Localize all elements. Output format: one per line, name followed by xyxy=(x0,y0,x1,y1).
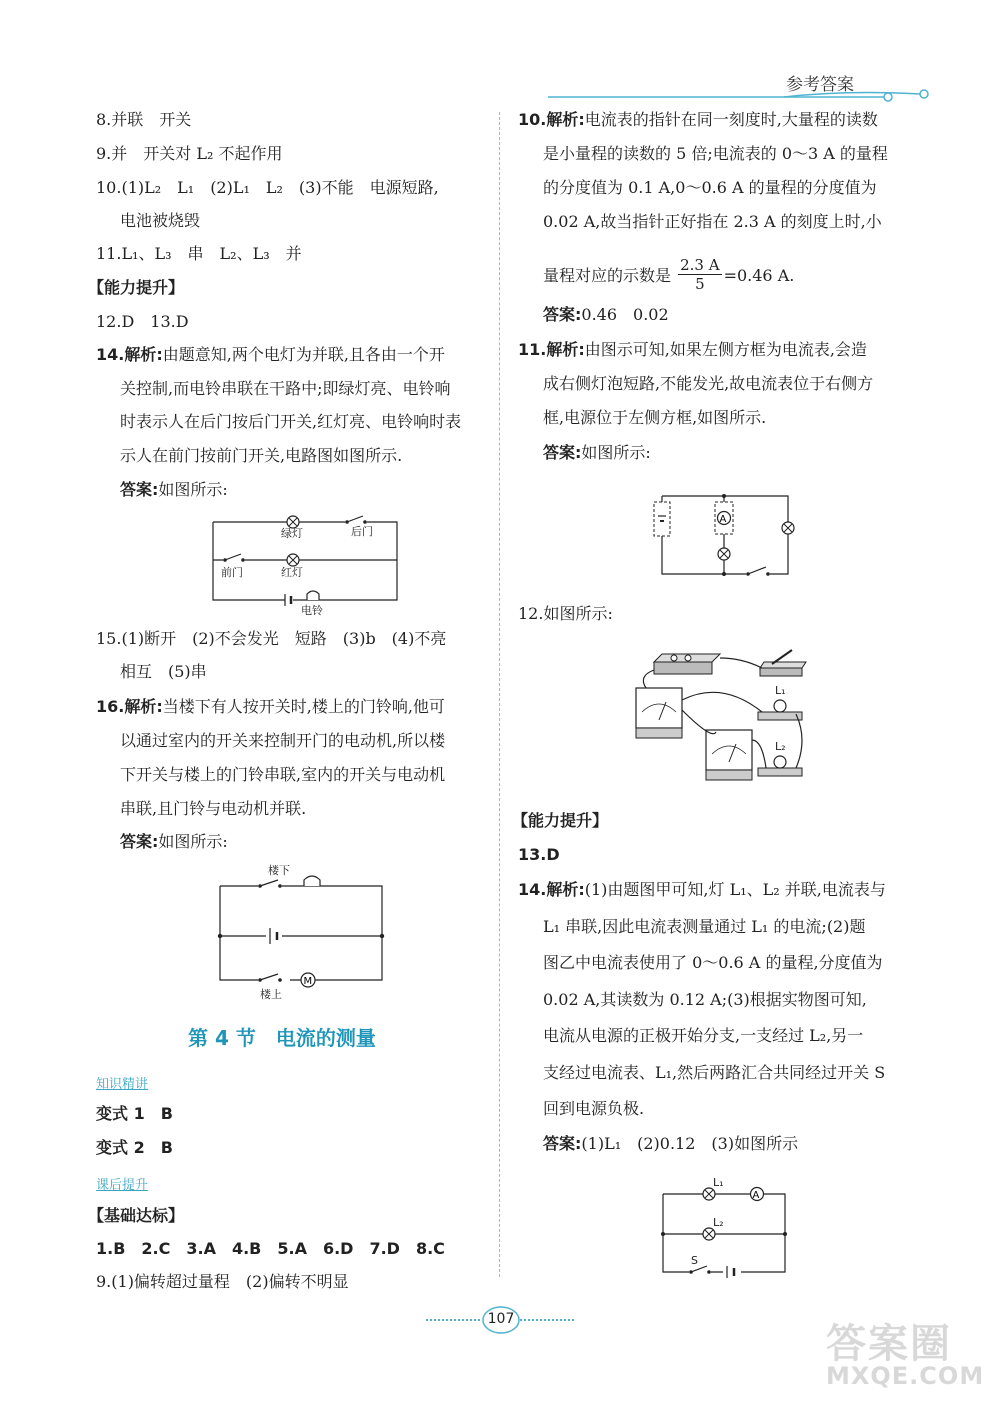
downstairs-label: 楼下 xyxy=(268,864,290,877)
answers-1-8: 1.B 2.C 3.A 4.B 5.A 6.D 7.D 8.C xyxy=(96,1239,445,1258)
battery-r-icon xyxy=(723,1264,741,1280)
circuit-diagram-q16 xyxy=(210,860,400,1000)
right-q14-text-6: 支经过电流表、L₁,然后两路汇合共同经过开关 S xyxy=(543,1063,886,1082)
right-q10-answer-label: 答案: xyxy=(543,305,582,324)
right-q11-answer-text: 如图所示: xyxy=(581,443,651,462)
right-q14 xyxy=(518,880,886,900)
page-number: 107 xyxy=(487,1311,515,1327)
q16-answer-label: 答案: xyxy=(120,832,159,851)
right-q10-text-5a: 量程对应的示数是 xyxy=(543,266,672,285)
answer-q15-line2: 相互 (5)串 xyxy=(120,662,207,681)
physical-circuit-q12 xyxy=(632,640,812,790)
ammeter-dashed-box xyxy=(715,502,733,534)
right-q14-answer-text: (1)L₁ (2)0.12 (3)如图所示 xyxy=(581,1134,799,1153)
door-bell-icon xyxy=(304,876,320,886)
right-q10 xyxy=(518,110,878,130)
right-q10-text-4: 0.02 A,故当指针正好指在 2.3 A 的刻度上时,小 xyxy=(543,212,882,231)
bell-label: 电铃 xyxy=(301,604,323,616)
q14-text-2: 关控制,而电铃串联在干路中;即绿灯亮、电铃响 xyxy=(120,379,451,398)
q14-label: 14.解析: xyxy=(96,345,163,364)
red-lamp-icon xyxy=(287,554,299,566)
q14-text-1: 由题意知,两个电灯为并联,且各由一个开 xyxy=(162,345,445,364)
column-divider xyxy=(499,112,500,1277)
answer-q16 xyxy=(96,697,445,717)
right-q14-text-5: 电流从电源的正极开始分支,一支经过 L₂,另一 xyxy=(543,1026,864,1045)
answer-q8: 8.并联 开关 xyxy=(96,110,192,129)
lamp-l2-r-label: L₂ xyxy=(713,1216,724,1229)
circuit-diagram-q11 xyxy=(648,488,798,580)
switch-physical-icon xyxy=(760,650,806,676)
right-q10-text-3: 的分度值为 0.1 A,0～0.6 A 的量程的分度值为 xyxy=(543,178,877,197)
right-q14-text-1: (1)由题图甲可知,灯 L₁、L₂ 并联,电流表与 xyxy=(584,880,886,899)
fraction-numerator: 2.3 A xyxy=(680,256,720,274)
switch-icon xyxy=(746,567,770,578)
front-door-label: 前门 xyxy=(221,566,243,579)
q16-answer xyxy=(120,832,228,852)
q14-text-4: 示人在前门按前门开关,电路图如图所示. xyxy=(120,446,403,465)
upstairs-label: 楼上 xyxy=(260,988,282,1000)
right-q14-text-3: 图乙中电流表使用了 0～0.6 A 的量程,分度值为 xyxy=(543,953,883,972)
lamp-l1-icon xyxy=(758,700,802,720)
answer-q9: 9.并 开关对 L₂ 不起作用 xyxy=(96,144,283,163)
switch-s-icon xyxy=(689,1266,711,1276)
right-q11 xyxy=(518,340,867,360)
answer-q11: 11.L₁、L₃ 串 L₂、L₃ 并 xyxy=(96,244,302,263)
right-q10-answer xyxy=(543,305,669,325)
right-q10-text-1: 电流表的指针在同一刻度时,大量程的读数 xyxy=(584,110,878,129)
fraction xyxy=(678,256,721,293)
lamp-l1-r-label: L₁ xyxy=(713,1176,724,1189)
variant-1: 变式 1 B xyxy=(96,1104,173,1123)
motor-label: M xyxy=(303,976,313,987)
header-title: 参考答案 xyxy=(786,75,854,95)
variant-2: 变式 2 B xyxy=(96,1138,173,1157)
right-q10-text-5b: =0.46 A. xyxy=(723,266,795,285)
right-q14-text-2: L₁ 串联,因此电流表测量通过 L₁ 的电流;(2)题 xyxy=(543,917,866,936)
q14-answer xyxy=(120,480,228,500)
right-q14-text-4: 0.02 A,其读数为 0.12 A;(3)根据实物图可知, xyxy=(543,990,867,1009)
watermark-url: MXQE.COM xyxy=(826,1362,985,1390)
q16-label: 16.解析: xyxy=(96,697,163,716)
right-q11-text-3: 框,电源位于左侧方框,如图所示. xyxy=(543,408,767,427)
right-q14-text-7: 回到电源负极. xyxy=(543,1099,645,1118)
section-basic: 【基础达标】 xyxy=(88,1206,185,1225)
battery-box-icon xyxy=(654,654,720,674)
q14-answer-text: 如图所示: xyxy=(158,480,228,499)
ammeter-1-icon xyxy=(636,688,682,738)
battery-icon xyxy=(266,928,282,944)
right-q11-label: 11.解析: xyxy=(518,340,585,359)
lamp-l1-icon-r xyxy=(703,1188,715,1200)
q16-answer-text: 如图所示: xyxy=(158,832,228,851)
downstairs-switch-icon xyxy=(258,880,282,890)
upstairs-switch-icon xyxy=(258,974,282,984)
answer-q9-basic: 9.(1)偏转超过量程 (2)偏转不明显 xyxy=(96,1272,349,1291)
q14-text-3: 时表示人在后门按后门开关,红灯亮、电铃响时表 xyxy=(120,412,462,431)
lamp-l2-icon-r xyxy=(703,1228,715,1240)
section-title: 第 4 节 电流的测量 xyxy=(188,1026,376,1050)
right-q14-answer xyxy=(543,1134,798,1154)
right-q12: 12.如图所示: xyxy=(518,604,613,623)
right-q14-answer-label: 答案: xyxy=(543,1134,582,1153)
right-q10-answer-text: 0.46 0.02 xyxy=(581,305,669,324)
right-q11-answer xyxy=(543,443,651,463)
answer-q10-line2: 电池被烧毁 xyxy=(120,211,201,230)
answer-q14 xyxy=(96,345,445,365)
right-q11-text-1: 由图示可知,如果左侧方框为电流表,会造 xyxy=(584,340,867,359)
keyword-after-class: 课后提升 xyxy=(96,1178,149,1193)
right-q11-text-2: 成右侧灯泡短路,不能发光,故电流表位于右侧方 xyxy=(543,374,874,393)
fraction-denominator: 5 xyxy=(695,275,705,293)
middle-lamp-icon xyxy=(718,548,730,560)
switch-s-label: S xyxy=(691,1254,698,1267)
right-q13: 13.D xyxy=(518,845,560,864)
front-door-switch-icon xyxy=(223,554,245,564)
ammeter-2-icon xyxy=(706,730,752,780)
circuit-diagram-q14-right xyxy=(655,1176,795,1280)
right-q10-text-5 xyxy=(543,258,794,295)
keyword-knowledge: 知识精讲 xyxy=(96,1077,149,1092)
q16-text-3: 下开关与楼上的门铃串联,室内的开关与电动机 xyxy=(120,765,446,784)
answer-q15-line1: 15.(1)断开 (2)不会发光 短路 (3)b (4)不亮 xyxy=(96,629,447,648)
answer-q10-line1: 10.(1)L₂ L₁ (2)L₁ L₂ (3)不能 电源短路, xyxy=(96,178,439,197)
q14-answer-label: 答案: xyxy=(120,480,159,499)
watermark-logo: 答案圈 xyxy=(826,1321,952,1367)
lamp-l2-label: L₂ xyxy=(775,740,786,753)
section-ability-right: 【能力提升】 xyxy=(512,811,609,830)
left-dashed-box xyxy=(654,502,670,536)
right-q10-text-2: 是小量程的读数的 5 倍;电流表的 0～3 A 的量程 xyxy=(543,144,888,163)
lamp-l1-label: L₁ xyxy=(775,684,786,697)
red-lamp-label: 红灯 xyxy=(281,566,303,579)
bell-icon xyxy=(307,591,319,600)
q16-text-4: 串联,且门铃与电动机并联. xyxy=(120,799,307,818)
ammeter-r-label: A xyxy=(752,1190,760,1201)
back-door-label: 后门 xyxy=(351,525,373,538)
right-lamp-icon xyxy=(782,522,794,534)
header-decoration xyxy=(548,86,938,106)
section-ability-left: 【能力提升】 xyxy=(88,278,185,297)
motor-icon xyxy=(301,973,315,987)
circuit-diagram-q14 xyxy=(205,508,405,616)
ammeter-icon-r xyxy=(751,1188,764,1202)
right-q14-label: 14.解析: xyxy=(518,880,585,899)
answer-q12-13: 12.D 13.D xyxy=(96,312,189,331)
q16-text-1: 当楼下有人按开关时,楼上的门铃响,他可 xyxy=(162,697,445,716)
right-q11-answer-label: 答案: xyxy=(543,443,582,462)
green-lamp-label: 绿灯 xyxy=(281,527,303,540)
right-q10-label: 10.解析: xyxy=(518,110,585,129)
q16-text-2: 以通过室内的开关来控制开门的电动机,所以楼 xyxy=(120,731,446,750)
ammeter-label: A xyxy=(719,514,727,525)
